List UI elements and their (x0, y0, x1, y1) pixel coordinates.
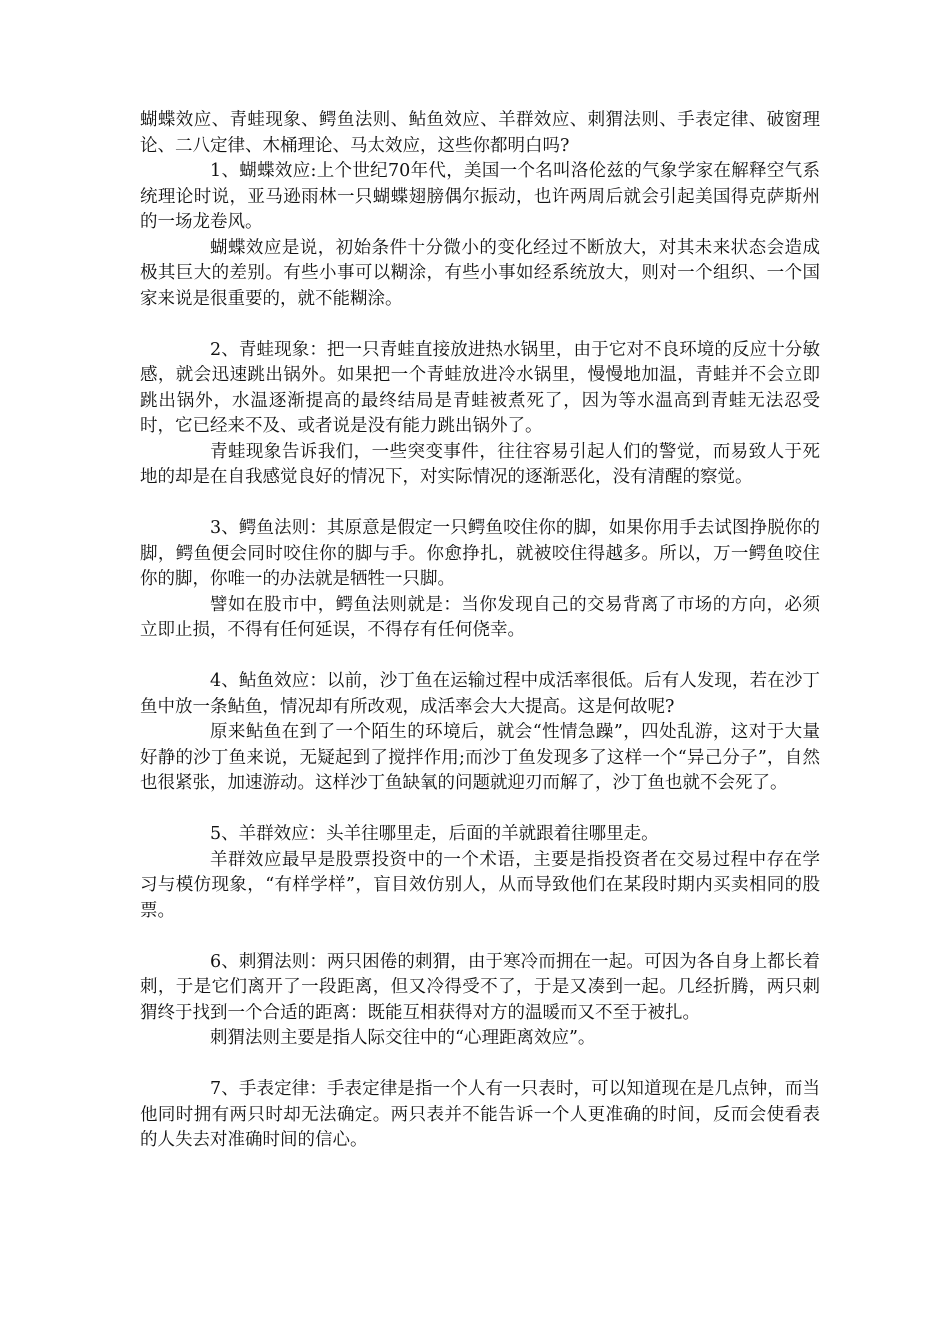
document-body (140, 108, 820, 1154)
herd-effect-explanation: 羊群效应最早是股票投资中的一个术语，主要是指投资者在交易过程中存在学习与模仿现象，“有样学样”，盲目效仿别人，从而导致他们在某段时期内买卖相同的股票。 (140, 849, 820, 921)
butterfly-effect-explanation: 蝴蝶效应是说，初始条件十分微小的变化经过不断放大，对其未来状态会造成极其巨大的差别。有些小事可以糊涂，有些小事如经系统放大，则对一个组织、一个国家来说是很重要的，就不能糊涂。 (140, 237, 820, 309)
frog-phenomenon-explanation: 青蛙现象告诉我们，一些突变事件，往往容易引起人们的警觉，而易致人于死地的却是在自我感觉良好的情况下，对实际情况的逐渐恶化，没有清醒的察觉。 (140, 441, 820, 487)
crocodile-rule-heading-paragraph: 3、鳄鱼法则：其原意是假定一只鳄鱼咬住你的脚，如果你用手去试图挣脱你的脚，鳄鱼便会同时咬住你的脚与手。你愈挣扎，就被咬住得越多。所以，万一鳄鱼咬住你的脚，你唯一的办法就是牺牲一只脚。 (140, 518, 820, 589)
intro-paragraph: 蝴蝶效应、青蛙现象、鳄鱼法则、鲇鱼效应、羊群效应、刺猬法则、手表定律、破窗理论、二八定律、木桶理论、马太效应，这些你都明白吗? (140, 110, 820, 156)
crocodile-rule-explanation: 譬如在股市中，鳄鱼法则就是：当你发现自己的交易背离了市场的方向，必须立即止损，不得有任何延误，不得存有任何侥幸。 (140, 594, 820, 640)
watch-law-heading-paragraph: 7、手表定律：手表定律是指一个人有一只表时，可以知道现在是几点钟，而当他同时拥有两只时却无法确定。两只表并不能告诉一个人更准确的时间，反而会使看表的人失去对准确时间的信心。 (140, 1079, 820, 1150)
hedgehog-rule-heading-paragraph: 6、刺猬法则：两只困倦的刺猬，由于寒冷而拥在一起。可因为各自身上都长着刺，于是它们离开了一段距离，但又冷得受不了，于是又凑到一起。几经折腾，两只刺猬终于找到一个合适的距离：既能互相获得对方的温暖而又不至于被扎。 (140, 951, 820, 1023)
butterfly-effect-heading-paragraph: 1、蝴蝶效应:上个世纪70年代，美国一个名叫洛伦兹的气象学家在解释空气系统理论时说，亚马逊雨林一只蝴蝶翅膀偶尔振动，也许两周后就会引起美国得克萨斯州的一场龙卷风。 (140, 161, 820, 232)
hedgehog-rule-explanation: 刺猬法则主要是指人际交往中的“心理距离效应”。 (210, 1028, 596, 1048)
catfish-effect-explanation: 原来鲇鱼在到了一个陌生的环境后，就会“性情急躁”，四处乱游，这对于大量好静的沙丁鱼来说，无疑起到了搅拌作用;而沙丁鱼发现多了这样一个“异己分子”，自然也很紧张，加速游动。这样沙丁鱼缺氧的问题就迎刃而解了，沙丁鱼也就不会死了。 (140, 722, 820, 793)
herd-effect-heading-paragraph: 5、羊群效应：头羊往哪里走，后面的羊就跟着往哪里走。 (210, 824, 659, 844)
catfish-effect-heading-paragraph: 4、鲇鱼效应：以前，沙丁鱼在运输过程中成活率很低。后有人发现，若在沙丁鱼中放一条鲇鱼，情况却有所改观，成活率会大大提高。这是何故呢? (140, 671, 820, 717)
frog-phenomenon-heading-paragraph: 2、青蛙现象：把一只青蛙直接放进热水锅里，由于它对不良环境的反应十分敏感，就会迅速跳出锅外。如果把一个青蛙放进冷水锅里，慢慢地加温，青蛙并不会立即跳出锅外，水温逐渐提高的最终结局是青蛙被煮死了，因为等水温高到青蛙无法忍受时，它已经来不及、或者说是没有能力跳出锅外了。 (140, 339, 820, 436)
